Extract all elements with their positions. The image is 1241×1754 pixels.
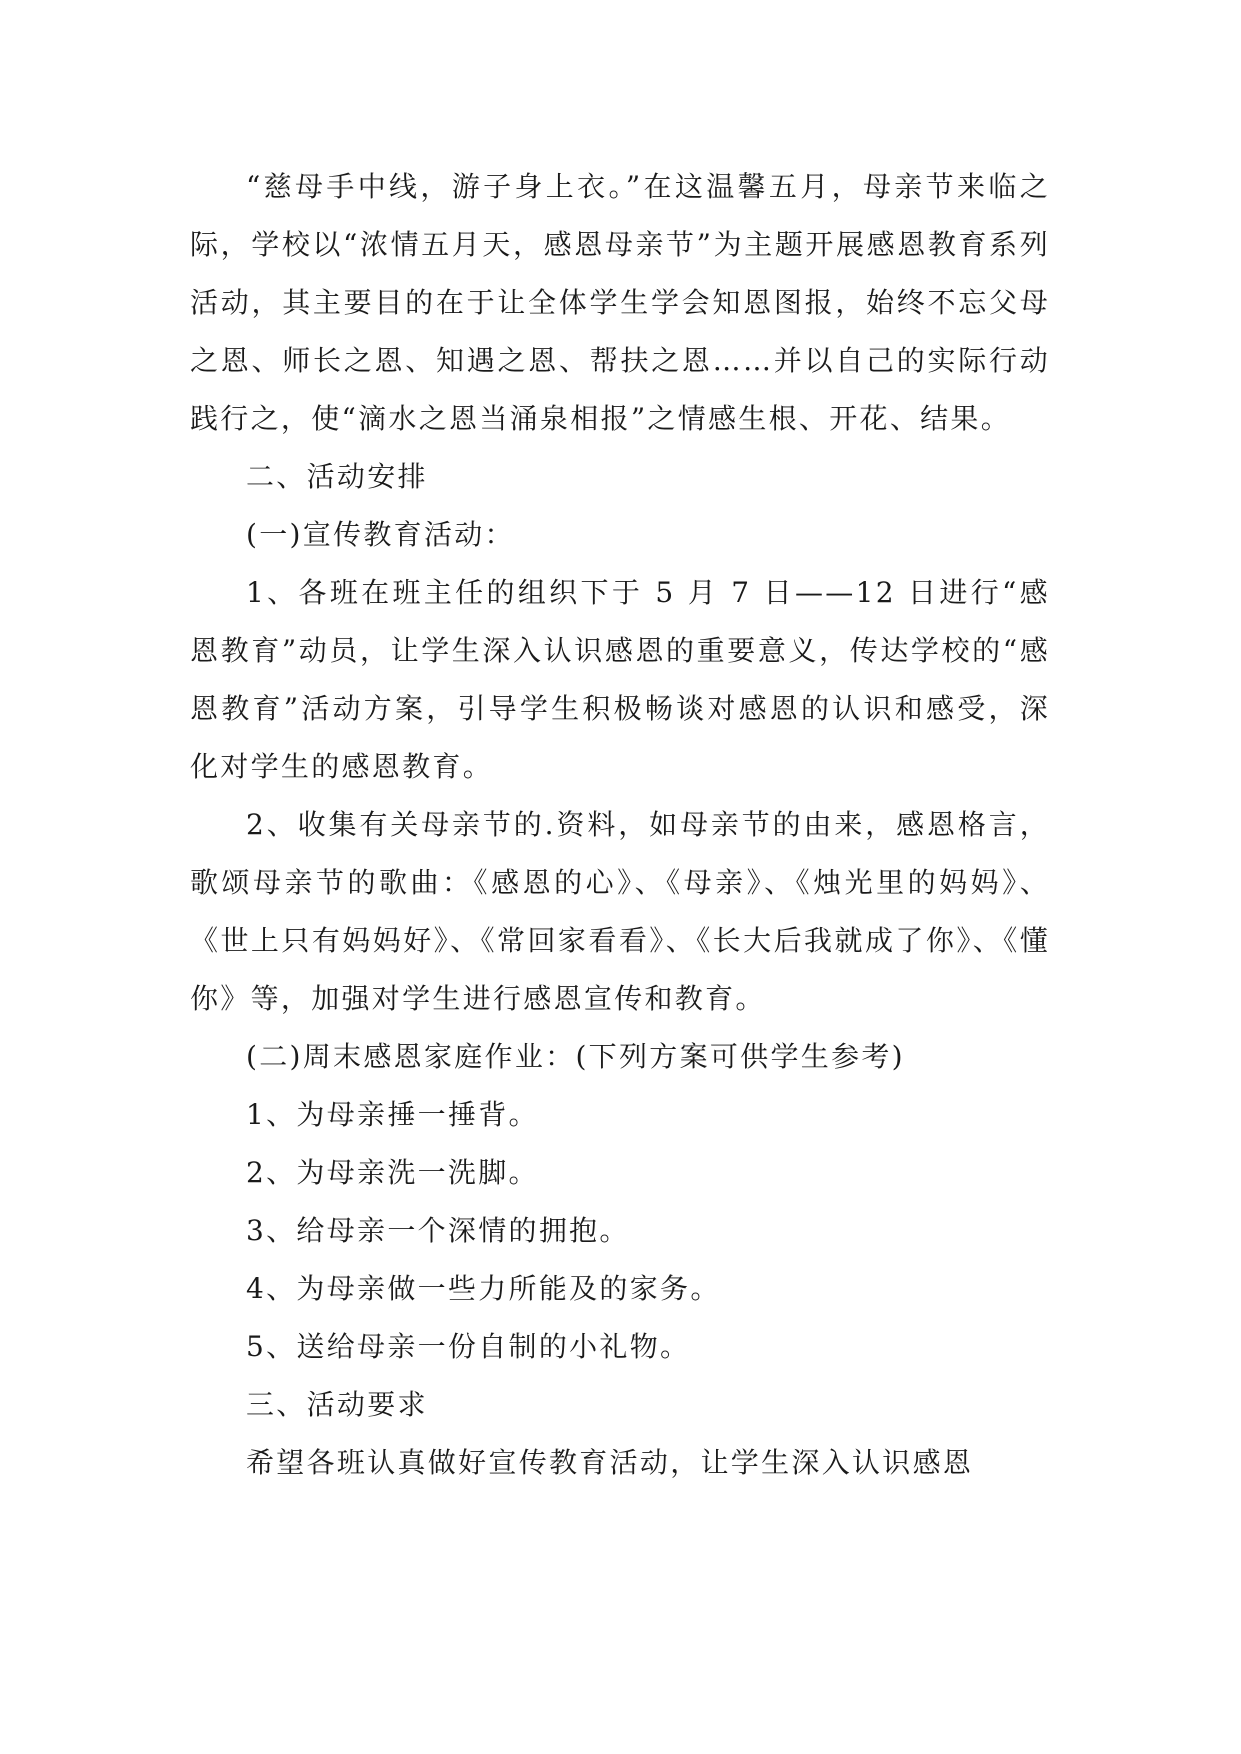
publicity-item-2: 2、收集有关母亲节的.资料，如母亲节的由来，感恩格言，歌颂母亲节的歌曲：《感恩的心》、《母亲》、《烛光里的妈妈》、《世上只有妈妈好》、《常回家看看》、《长大后我就成了你》、《懂你》等，加强对学生进行感恩宣传和教育。 <box>190 808 1050 1015</box>
homework-item-4: 4、为母亲做一些力所能及的家务。 <box>246 1272 721 1305</box>
publicity-item-1: 1、各班在班主任的组织下于 5 月 7 日——12 日进行“感恩教育”动员，让学生深入认识感恩的重要意义，传达学校的“感恩教育”活动方案，引导学生积极畅谈对感恩的认识和感受，深化对学生的感恩教育。 <box>190 576 1050 783</box>
homework-item-1: 1、为母亲捶一捶背。 <box>246 1098 539 1131</box>
section-heading-activity-arrangement: 二、活动安排 <box>246 460 428 493</box>
homework-item-2: 2、为母亲洗一洗脚。 <box>246 1156 539 1189</box>
homework-item-5: 5、送给母亲一份自制的小礼物。 <box>246 1330 691 1363</box>
requirements-paragraph: 希望各班认真做好宣传教育活动，让学生深入认识感恩 <box>246 1446 974 1479</box>
document-body <box>190 158 1050 1492</box>
subsection-heading-homework: (二)周末感恩家庭作业：(下列方案可供学生参考) <box>246 1040 905 1073</box>
subsection-heading-publicity: (一)宣传教育活动： <box>246 518 515 551</box>
section-heading-requirements: 三、活动要求 <box>246 1388 428 1421</box>
intro-paragraph: “慈母手中线，游子身上衣。”在这温馨五月，母亲节来临之际，学校以“浓情五月天，感恩母亲节”为主题开展感恩教育系列活动，其主要目的在于让全体学生学会知恩图报，始终不忘父母之恩、师长之恩、知遇之恩、帮扶之恩……并以自己的实际行动践行之，使“滴水之恩当涌泉相报”之情感生根、开花、结果。 <box>190 170 1050 435</box>
homework-item-3: 3、给母亲一个深情的拥抱。 <box>246 1214 630 1247</box>
